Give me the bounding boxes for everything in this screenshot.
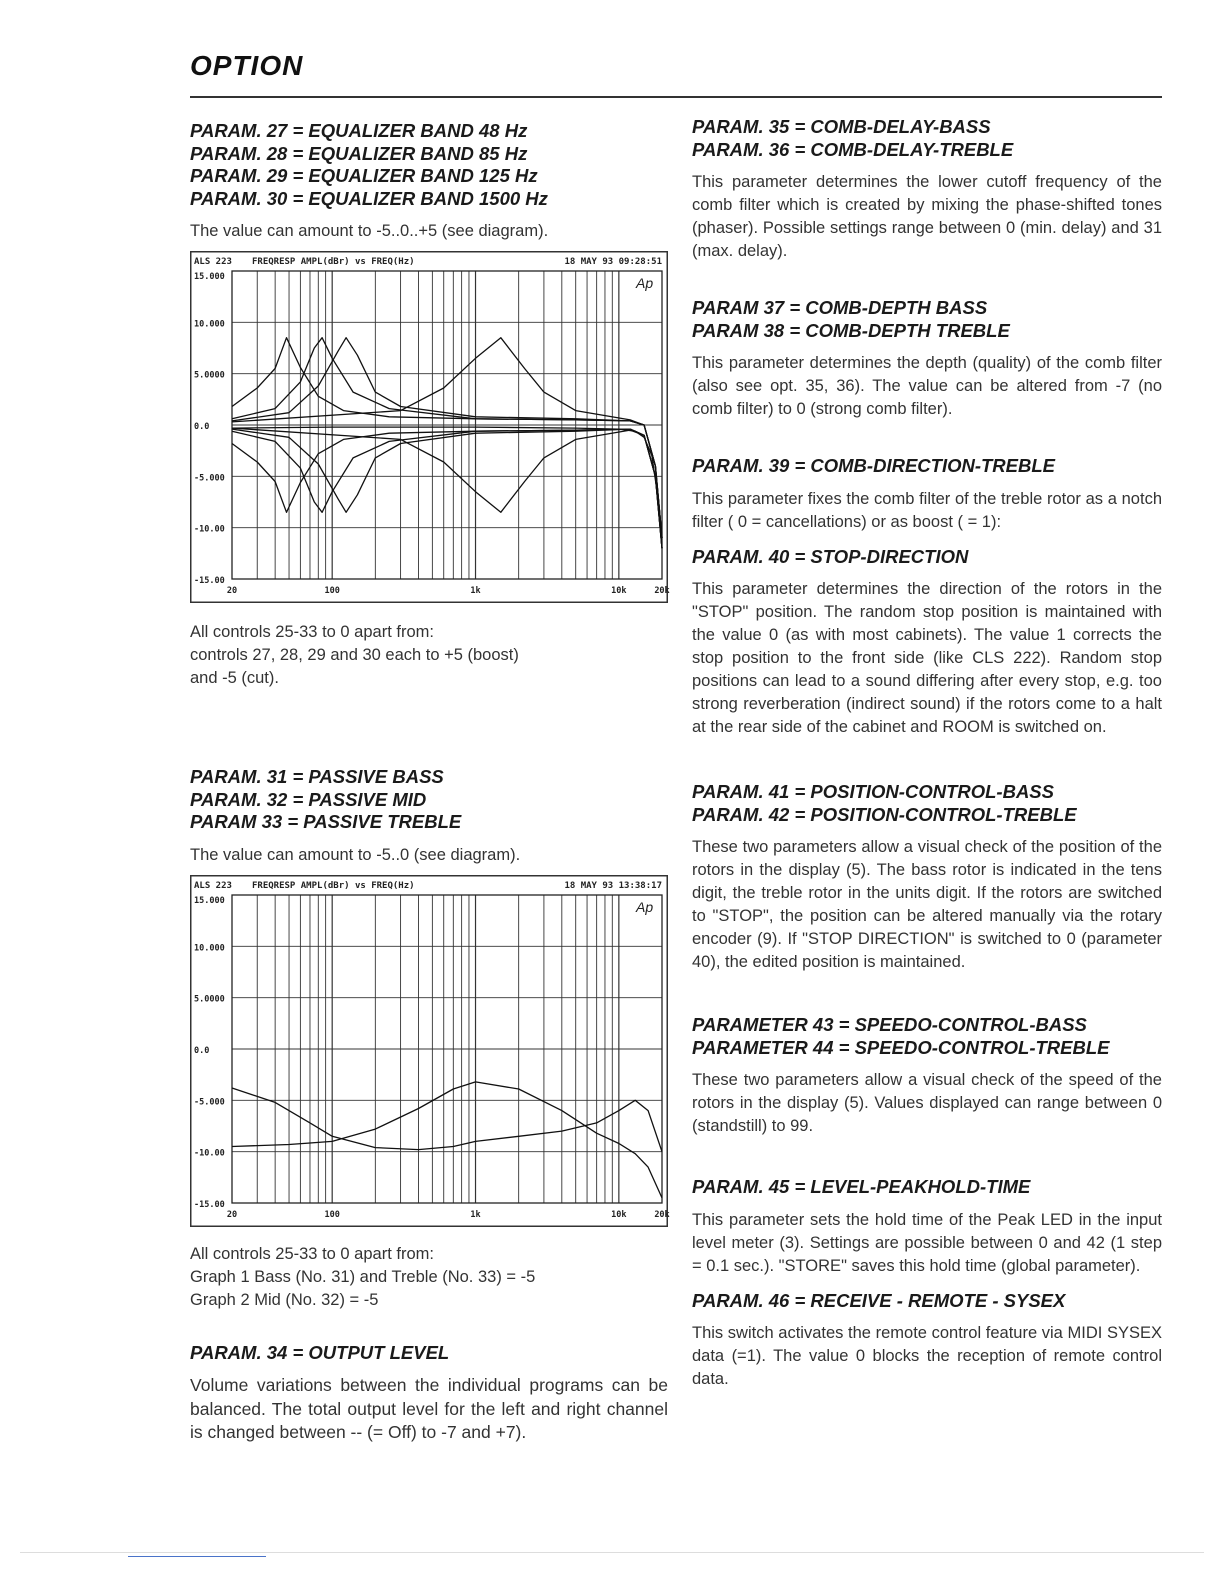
section-comb-direction	[692, 455, 1162, 534]
footer-rule	[20, 1552, 1204, 1553]
y-tick-label: 15.000	[194, 895, 225, 906]
eq-chart	[190, 251, 668, 603]
caption-line: controls 27, 28, 29 and 30 each to +5 (boost)	[190, 646, 519, 664]
param-heading: PARAM. 42 = POSITION-CONTROL-TREBLE	[692, 803, 1077, 825]
param-heading: PARAM. 27 = EQUALIZER BAND 48 Hz	[190, 120, 528, 141]
section-speedo-control	[692, 1014, 1162, 1138]
x-tick-label: 20k	[654, 1209, 670, 1220]
param-heading: PARAM. 31 = PASSIVE BASS	[190, 766, 444, 787]
section-text: This parameter determines the direction of the rotors in the "STOP" position. The random stop position is maintained with the value 0 (as with most cabinets). The value 1 corrects the stop position to the front side (like CLS 222). Random stop positions can lead to a sound differing after every stop, e.g. too strong reverberation (indirect sound) if the rotors come to a halt at the rear side of the cabinet and ROOM is switched on.	[692, 580, 1162, 736]
x-tick-label: 20	[226, 1209, 238, 1220]
series-line	[232, 338, 662, 538]
section-text: These two parameters allow a visual check of the speed of the rotors in the display (5). Values displayed can range between 0 (standstill) to 99.	[692, 1071, 1162, 1135]
passive-chart-svg	[190, 875, 668, 1227]
param-heading: PARAM. 46 = RECEIVE - REMOTE - SYSEX	[692, 1289, 1066, 1311]
x-tick-label: 20k	[654, 586, 670, 596]
series-line	[232, 428, 662, 548]
caption-line: Graph 1 Bass (No. 31) and Treble (No. 33) = -5	[190, 1267, 536, 1286]
chart-header-title: FREQRESP AMPL(dBr) vs FREQ(Hz)	[252, 880, 415, 891]
caption-line: and -5 (cut).	[190, 669, 279, 687]
x-tick-label: 1k	[470, 586, 481, 596]
param-heading: PARAM. 39 = COMB-DIRECTION-TREBLE	[692, 455, 1055, 476]
section-text: This parameter sets the hold time of the Peak LED in the input level meter (3). Settings are possible between 0 and 42 (1 step = 0.1 sec.). "STORE" saves this hold time (global parameter).	[692, 1210, 1162, 1275]
param-heading: PARAMETER 43 = SPEEDO-CONTROL-BASS	[692, 1014, 1087, 1035]
section-text: This parameter determines the depth (quality) of the comb filter (also see opt. 35, 36). The value can be altered from -7 (no comb filter) to 0 (strong comb filter).	[692, 354, 1162, 418]
x-tick-label: 100	[324, 586, 340, 596]
series-line	[232, 338, 662, 538]
passive-headings	[190, 766, 668, 834]
eq-caption	[190, 621, 668, 690]
section-position-control	[692, 781, 1162, 974]
chart-header-date: 18 MAY 93 13:38:17	[564, 880, 662, 891]
output-text: Volume variations between the individual programs can be balanced. The total output level for the left and right channel is changed between -- (= Off) to -7 and +7).	[190, 1375, 668, 1442]
section-comb-depth	[692, 297, 1162, 421]
y-tick-label: -10.00	[194, 1148, 225, 1159]
section-text: These two parameters allow a visual check of the position of the rotors in the display (5). The bass rotor is indicated in the tens digit, the treble rotor in the units digit. If the rotors are switched to "STOP", the position can be altered manually via the rotary encoder (9). If "STOP DIRECTION" is switched to 0 (parameter 40), the edited position is maintained.	[692, 838, 1162, 971]
chart-frame	[191, 875, 668, 1226]
y-tick-label: 0.0	[194, 422, 210, 432]
param-heading: PARAM. 45 = LEVEL-PEAKHOLD-TIME	[692, 1176, 1031, 1197]
eq-value-text: The value can amount to -5..0..+5 (see diagram).	[190, 222, 549, 240]
param-heading: PARAM 33 = PASSIVE TREBLE	[190, 811, 462, 832]
right-column	[692, 116, 1162, 1391]
x-tick-label: 10k	[611, 586, 627, 596]
series-line	[232, 1081, 662, 1197]
x-tick-label: 10k	[611, 1209, 627, 1220]
y-tick-label: 5.0000	[194, 994, 225, 1005]
param-heading: PARAM. 35 = COMB-DELAY-BASS	[692, 116, 991, 137]
eq-headings	[190, 120, 668, 210]
y-tick-label: -15.00	[194, 1199, 225, 1210]
param-heading: PARAM. 36 = COMB-DELAY-TREBLE	[692, 138, 1014, 160]
passive-value-text: The value can amount to -5..0 (see diagram).	[190, 845, 521, 864]
section-stop-direction	[692, 546, 1162, 740]
series-line	[232, 429, 662, 548]
eq-chart-svg	[190, 251, 668, 603]
header-rule	[190, 96, 1162, 98]
x-tick-label: 100	[324, 1209, 340, 1220]
param-heading: PARAM 38 = COMB-DEPTH TREBLE	[692, 319, 1010, 341]
y-tick-label: -5.000	[194, 473, 225, 484]
section-text: This parameter fixes the comb filter of the treble rotor as a notch filter ( 0 = cancellations) or as boost ( = 1):	[692, 489, 1162, 531]
caption-line: All controls 25-33 to 0 apart from:	[190, 1244, 434, 1263]
chart-header-title: FREQRESP AMPL(dBr) vs FREQ(Hz)	[252, 257, 415, 267]
x-tick-label: 1k	[470, 1209, 481, 1220]
param-heading: PARAM. 40 = STOP-DIRECTION	[692, 545, 969, 567]
ap-mark: Ap	[636, 898, 654, 915]
section-text: This switch activates the remote control feature via MIDI SYSEX data (=1). The value 0 blocks the reception of remote control data.	[692, 1324, 1162, 1388]
y-tick-label: -15.00	[194, 576, 225, 586]
section-peakhold	[692, 1176, 1162, 1278]
param-heading: PARAM. 32 = PASSIVE MID	[190, 788, 427, 810]
y-tick-label: 15.000	[194, 272, 225, 282]
param-heading: PARAM. 30 = EQUALIZER BAND 1500 Hz	[190, 187, 548, 209]
series-line	[232, 338, 662, 538]
page-title: OPTION	[190, 50, 304, 81]
chart-header-left: ALS 223	[194, 880, 232, 891]
passive-chart	[190, 875, 668, 1227]
param-heading: PARAM 37 = COMB-DEPTH BASS	[692, 297, 988, 318]
footer-blue-line	[128, 1556, 266, 1557]
chart-header-date: 18 MAY 93 09:28:51	[564, 257, 662, 267]
output-heading: PARAM. 34 = OUTPUT LEVEL	[190, 1341, 450, 1363]
y-tick-label: -5.000	[194, 1096, 225, 1107]
y-tick-label: 10.000	[194, 942, 225, 953]
series-line	[232, 427, 662, 548]
param-heading: PARAMETER 44 = SPEEDO-CONTROL-TREBLE	[692, 1036, 1110, 1058]
caption-line: Graph 2 Mid (No. 32) = -5	[190, 1290, 379, 1309]
series-line	[232, 429, 662, 548]
section-text: This parameter determines the lower cutoff frequency of the comb filter which is created by mixing the phase-shifted tones (phaser). Possible settings range between 0 (min. delay) and 31 (max. delay).	[692, 173, 1162, 260]
section-comb-delay	[692, 116, 1162, 263]
chart-header-left: ALS 223	[194, 257, 232, 267]
series-line	[232, 338, 662, 538]
y-tick-label: -10.00	[194, 524, 225, 535]
left-column	[190, 120, 668, 1445]
y-tick-label: 10.000	[194, 319, 225, 330]
param-heading: PARAM. 41 = POSITION-CONTROL-BASS	[692, 781, 1054, 802]
ap-mark: Ap	[636, 275, 654, 291]
param-heading: PARAM. 29 = EQUALIZER BAND 125 Hz	[190, 165, 538, 186]
section-remote-sysex	[692, 1290, 1162, 1392]
x-tick-label: 20	[226, 586, 238, 596]
param-heading: PARAM. 28 = EQUALIZER BAND 85 Hz	[190, 142, 528, 164]
series-line	[232, 429, 662, 548]
y-tick-label: 5.0000	[194, 370, 225, 381]
passive-caption	[190, 1243, 668, 1312]
series-line	[232, 1088, 662, 1152]
y-tick-label: 0.0	[194, 1045, 210, 1056]
caption-line: All controls 25-33 to 0 apart from:	[190, 623, 434, 641]
